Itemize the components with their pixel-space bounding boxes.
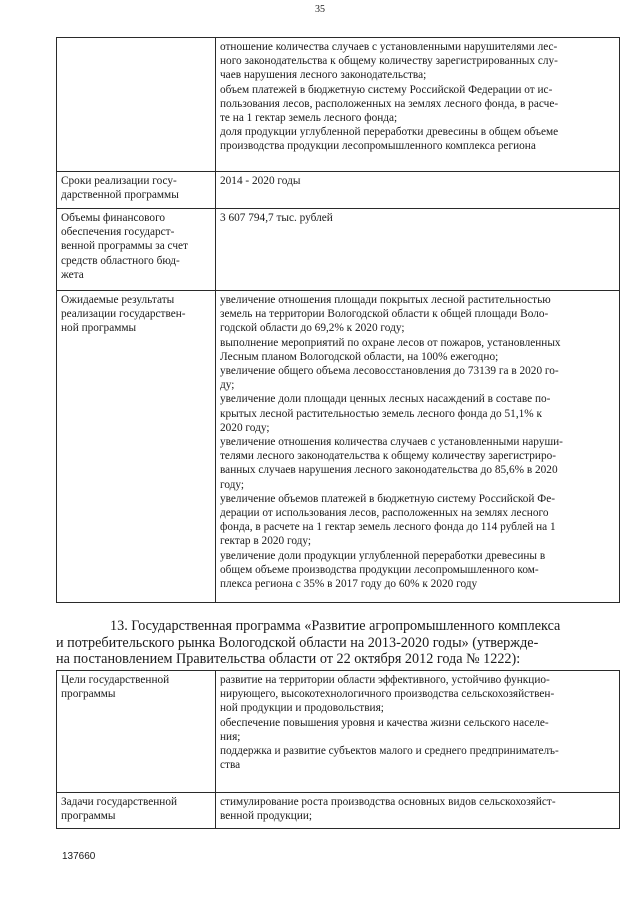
- cell-text-line: Цели государственной: [61, 674, 170, 686]
- cell-text-line: фонда, в расчете на 1 гектар земель лесного фонда до 114 рублей на 1: [220, 521, 556, 534]
- cell-text-line: доля продукции углубленной переработки древесины в общем объеме: [220, 126, 559, 139]
- cell-text-line: увеличение отношения площади покрытых лесной растительностью: [220, 294, 551, 306]
- cell-text-line: поддержка и развитие субъектов малого и среднего предпринимателъ-: [220, 745, 559, 758]
- table-row: [57, 671, 620, 793]
- cell-text-line: увеличение объемов платежей в бюджетную систему Российской Фе-: [220, 492, 555, 505]
- table-row: [57, 291, 620, 603]
- program-passport-table-agro: [56, 670, 620, 829]
- cell-text-line: дерации от использования лесов, расположенных на землях лесного: [220, 507, 549, 520]
- cell-text-line: земель на территории Вологодской области к общей площади Воло-: [220, 308, 549, 321]
- cell-text-line: программы: [61, 688, 116, 701]
- cell-text-line: Ожидаемые результаты: [61, 294, 175, 306]
- row-label-cell: [57, 291, 216, 603]
- table-row: [57, 209, 620, 291]
- cell-text-line: объем платежей в бюджетную систему Российской Федерации от ис-: [220, 83, 553, 96]
- cell-text-line: увеличение отношения количества случаев с установленными наруши-: [220, 436, 563, 449]
- row-label-cell: [57, 671, 216, 793]
- cell-text-line: венной продукции;: [220, 810, 313, 823]
- table-row: [57, 793, 620, 829]
- row-label-cell: [57, 793, 216, 829]
- cell-text-line: ной программы: [61, 322, 137, 335]
- cell-text-line: крытых лесной растительностью земель лесного фонда до 51,1% к: [220, 407, 543, 420]
- cell-text-line: увеличение доли площади ценных лесных насаждений в составе по-: [220, 393, 551, 406]
- row-label-cell: [57, 209, 216, 291]
- cell-text-line: стимулирование роста производства основных видов сельскохозяйст-: [220, 796, 556, 808]
- cell-text-line: выполнение мероприятий по охране лесов от пожаров, установленных: [220, 336, 561, 349]
- cell-text-line: жета: [61, 268, 84, 281]
- cell-text-line: средств областного бюд-: [61, 254, 180, 267]
- row-value-cell: [216, 38, 620, 172]
- cell-text-line: нирующего, высокотехнологичного производства сельскохозяйствен-: [220, 688, 555, 701]
- cell-text-line: плекса региона с 35% в 2017 году до 60% к 2020 году: [220, 578, 478, 591]
- cell-text-line: общем объеме производства продукции лесопромышленного ком-: [220, 563, 539, 576]
- heading-line: 13. Государственная программа «Развитие агропромышленного комплекса: [110, 618, 561, 634]
- cell-text-line: обеспечения государст-: [61, 226, 175, 239]
- cell-text-line: 2020 году;: [220, 421, 270, 434]
- cell-text-line: 3 607 794,7 тыс. рублей: [220, 212, 333, 224]
- cell-text-line: увеличение общего объема лесовосстановления до 73139 га в 2020 го-: [220, 365, 559, 378]
- row-label-cell: [57, 38, 216, 172]
- row-value-cell: [216, 793, 620, 829]
- document-code: 137660: [62, 851, 96, 862]
- cell-text-line: гектар в 2020 году;: [220, 535, 312, 548]
- cell-text-line: Задачи государственной: [61, 796, 178, 808]
- cell-text-line: реализации государствен-: [61, 308, 186, 321]
- cell-text-line: ной продукции и продовольствия;: [220, 702, 384, 715]
- cell-text-line: те на 1 гектар земель лесного фонда;: [220, 112, 398, 125]
- cell-text-line: венной программы за счет: [61, 240, 188, 253]
- row-label-cell: [57, 172, 216, 209]
- row-value-cell: [216, 671, 620, 793]
- cell-text-line: 2014 - 2020 годы: [220, 175, 301, 187]
- cell-text-line: ства: [220, 759, 241, 772]
- page-number: 35: [315, 4, 325, 15]
- cell-text-line: ния;: [220, 730, 241, 743]
- cell-text-line: отношение количества случаев с установленными нарушителями лес-: [220, 41, 558, 53]
- cell-text-line: производства продукции лесопромышленного комплекса региона: [220, 140, 536, 153]
- cell-text-line: Лесным планом Вологодской области, на 100% ежегодно;: [220, 350, 499, 363]
- program-passport-table-forestry: [56, 37, 620, 603]
- cell-text-line: развитие на территории области эффективного, устойчиво функцио-: [220, 674, 550, 686]
- cell-text-line: ду;: [220, 379, 235, 392]
- row-value-cell: [216, 172, 620, 209]
- cell-text-line: увеличение доли продукции углубленной переработки древесины в: [220, 549, 546, 562]
- heading-line: на постановлением Правительства области от 22 октября 2012 года № 1222):: [56, 651, 521, 667]
- cell-text-line: телями лесного законодательства к общему количеству зарегистриро-: [220, 450, 557, 463]
- cell-text-line: программы: [61, 810, 116, 823]
- cell-text-line: обеспечение повышения уровня и качества жизни сельского населе-: [220, 716, 549, 729]
- cell-text-line: чаев нарушения лесного законодательства;: [220, 69, 427, 82]
- row-value-cell: [216, 209, 620, 291]
- cell-text-line: Объемы финансового: [61, 212, 166, 224]
- cell-text-line: ванных случаев нарушения лесного законодательства до 85,6% в 2020: [220, 464, 558, 477]
- cell-text-line: дарственной программы: [61, 189, 179, 202]
- cell-text-line: Сроки реализации госу-: [61, 175, 177, 187]
- section-heading: [56, 618, 626, 668]
- table-row: [57, 38, 620, 172]
- cell-text-line: годской области до 69,2% к 2020 году;: [220, 322, 405, 335]
- heading-line: и потребительского рынка Вологодской области на 2013-2020 годы» (утвержде-: [56, 634, 539, 651]
- cell-text-line: пользования лесов, расположенных на землях лесного фонда, в расче-: [220, 97, 559, 110]
- cell-text-line: ного законодательства к общему количеству зарегистрированных слу-: [220, 55, 558, 68]
- cell-text-line: году;: [220, 478, 245, 491]
- table-row: [57, 172, 620, 209]
- row-value-cell: [216, 291, 620, 603]
